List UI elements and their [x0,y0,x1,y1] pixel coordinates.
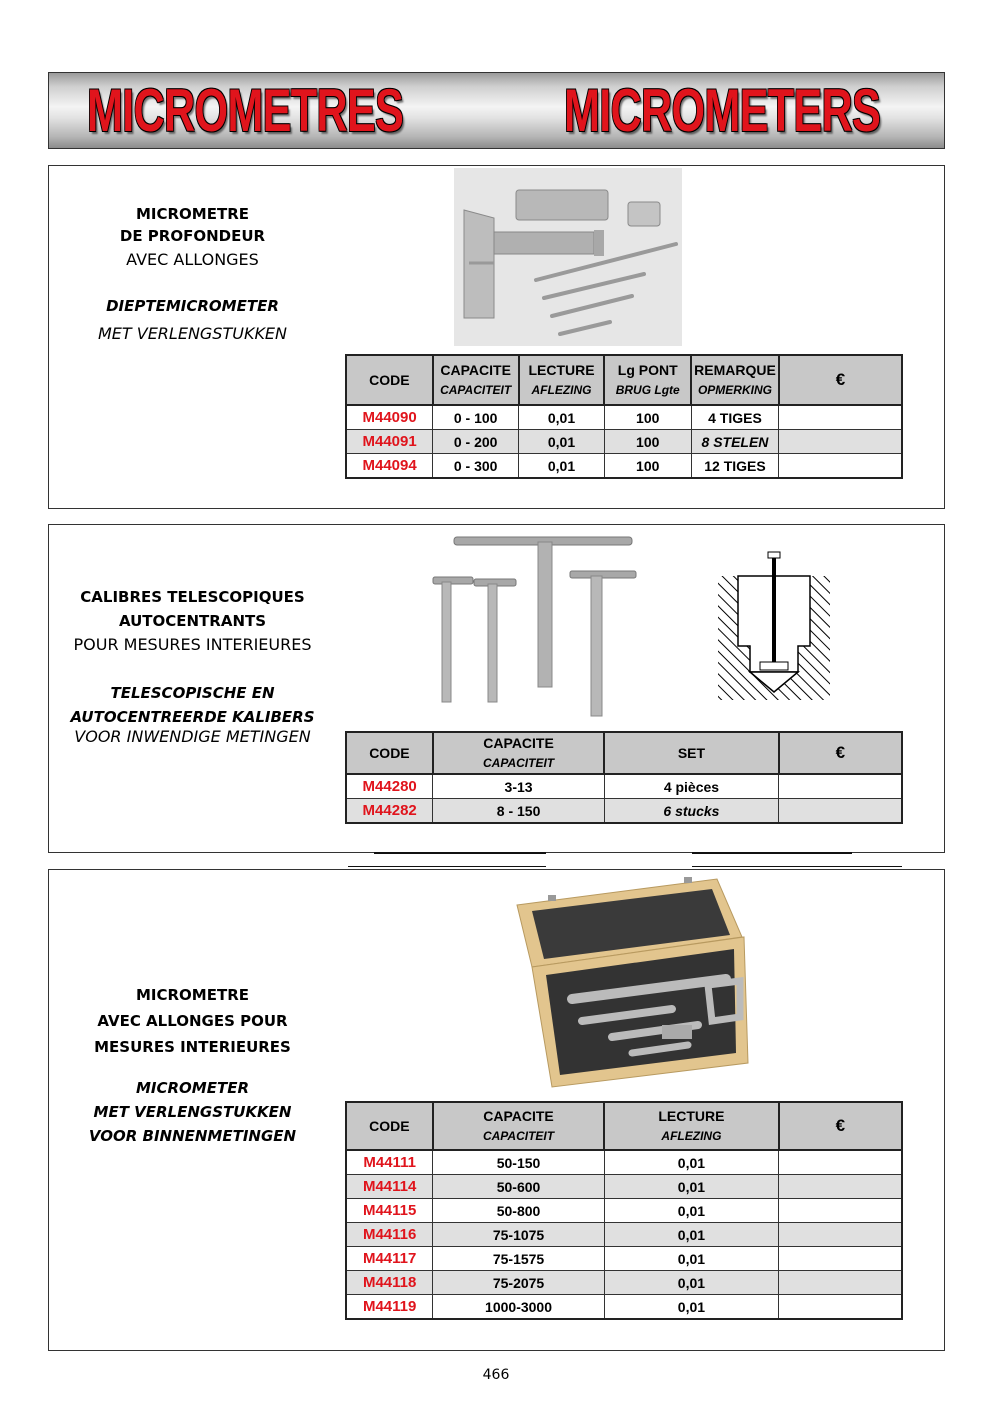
product-title: CALIBRES TELESCOPIQUES [80,588,305,606]
reading: 0,01 [519,454,605,479]
set-contents: 6 stucks [604,799,778,824]
product-title-dutch: MET VERLENGSTUKKEN [93,1103,292,1121]
capacity: 8 - 150 [433,799,604,824]
table-row [346,1150,902,1175]
section1-description [60,202,325,346]
table-header [346,355,902,405]
column-header-price: € [779,732,902,774]
table-row [346,1223,902,1247]
product-title: MICROMETRE [135,986,250,1004]
product-code: M44117 [346,1247,433,1271]
column-header: CAPACITE CAPACITEIT [433,1102,604,1150]
product-title: AVEC ALLONGES POUR [97,1012,288,1030]
capacity: 3-13 [433,774,604,799]
table-row [346,1199,902,1223]
table-row [346,1271,902,1295]
column-header: CAPACITE CAPACITEIT [433,732,604,774]
capacity: 75-2075 [433,1271,604,1295]
remark: 12 TIGES [691,454,779,479]
price [779,1199,902,1223]
table-row [346,1175,902,1199]
divider [348,866,546,867]
product-code: M44114 [346,1175,433,1199]
product-code: M44119 [346,1295,433,1320]
column-header: CODE [346,1102,433,1150]
remark: 4 TIGES [691,405,779,430]
set-contents: 4 pièces [604,774,778,799]
table-row [346,1247,902,1271]
remark: 8 STELEN [691,430,779,454]
product-title-dutch: AUTOCENTREERDE KALIBERS [70,708,315,726]
reading: 0,01 [604,1247,778,1271]
column-header: CODE [346,355,433,405]
column-header: REMARQUE OPMERKING [691,355,779,405]
table-row [346,799,902,824]
product-code: M44116 [346,1223,433,1247]
product-title: MESURES INTERIEURES [94,1038,291,1056]
product-title: DE PROFONDEUR [119,227,266,245]
title-dutch: MICROMETERS [564,77,881,144]
column-header-price: € [779,355,902,405]
product-title-dutch: TELESCOPISCHE EN [110,684,275,702]
product-title: MICROMETRE [135,205,250,223]
bridge-length: 100 [604,454,691,479]
bridge-length: 100 [604,430,691,454]
product-title: AUTOCENTRANTS [118,612,267,630]
bore-measurement-diagram [714,546,834,702]
capacity: 75-1575 [433,1247,604,1271]
product-code: M44111 [346,1150,433,1175]
section2-description [50,585,335,749]
product-code: M44094 [346,454,433,479]
table-row [346,454,902,479]
reading: 0,01 [519,430,605,454]
price [779,1271,902,1295]
capacity: 50-150 [433,1150,604,1175]
capacity: 75-1075 [433,1223,604,1247]
price [779,774,902,799]
price [779,799,902,824]
divider [692,852,852,854]
reading: 0,01 [604,1295,778,1320]
price [779,1175,902,1199]
inside-micrometer-table [345,1101,903,1320]
price [779,405,902,430]
capacity: 0 - 300 [433,454,519,479]
capacity: 0 - 200 [433,430,519,454]
section3-description [60,982,325,1148]
price [779,430,902,454]
capacity: 50-600 [433,1175,604,1199]
table-row [346,430,902,454]
title-banner [48,72,945,149]
telescopic-gauges-table [345,731,903,824]
reading: 0,01 [519,405,605,430]
table-header [346,732,902,774]
reading: 0,01 [604,1223,778,1247]
product-title-dutch: VOOR BINNENMETINGEN [88,1127,297,1145]
product-subtitle-dutch: MET VERLENGSTUKKEN [97,324,288,343]
price [779,1247,902,1271]
product-title-dutch: MICROMETER [135,1079,250,1097]
product-code: M44280 [346,774,433,799]
capacity: 0 - 100 [433,405,519,430]
divider [374,852,546,854]
divider [692,866,902,867]
title-french: MICROMETRES [87,77,404,144]
product-code: M44118 [346,1271,433,1295]
table-header [346,1102,902,1150]
price [779,1150,902,1175]
price [779,454,902,479]
product-code: M44090 [346,405,433,430]
table-row [346,1295,902,1320]
column-header: CAPACITE CAPACITEIT [433,355,519,405]
column-header: CODE [346,732,433,774]
column-header-price: € [779,1102,902,1150]
column-header: LECTURE AFLEZING [519,355,605,405]
product-code: M44091 [346,430,433,454]
reading: 0,01 [604,1199,778,1223]
table-row [346,774,902,799]
capacity: 50-800 [433,1199,604,1223]
depth-micrometer-photo [454,168,682,346]
reading: 0,01 [604,1150,778,1175]
bridge-length: 100 [604,405,691,430]
depth-micrometer-table [345,354,903,479]
product-code: M44115 [346,1199,433,1223]
reading: 0,01 [604,1271,778,1295]
column-header: SET [604,732,778,774]
column-header: Lg PONT BRUG Lgte [604,355,691,405]
capacity: 1000-3000 [433,1295,604,1320]
table-row [346,405,902,430]
page-number: 466 [482,1367,510,1383]
price [779,1295,902,1320]
product-subtitle: POUR MESURES INTERIEURES [73,635,312,654]
product-subtitle: AVEC ALLONGES [126,250,259,269]
product-code: M44282 [346,799,433,824]
price [779,1223,902,1247]
micrometer-case-photo [512,875,752,1090]
reading: 0,01 [604,1175,778,1199]
product-title-dutch: DIEPTEMICROMETER [106,297,279,315]
product-subtitle-dutch: VOOR INWENDIGE METINGEN [74,727,311,746]
telescopic-gauges-photo [428,532,638,720]
column-header: LECTURE AFLEZING [604,1102,778,1150]
